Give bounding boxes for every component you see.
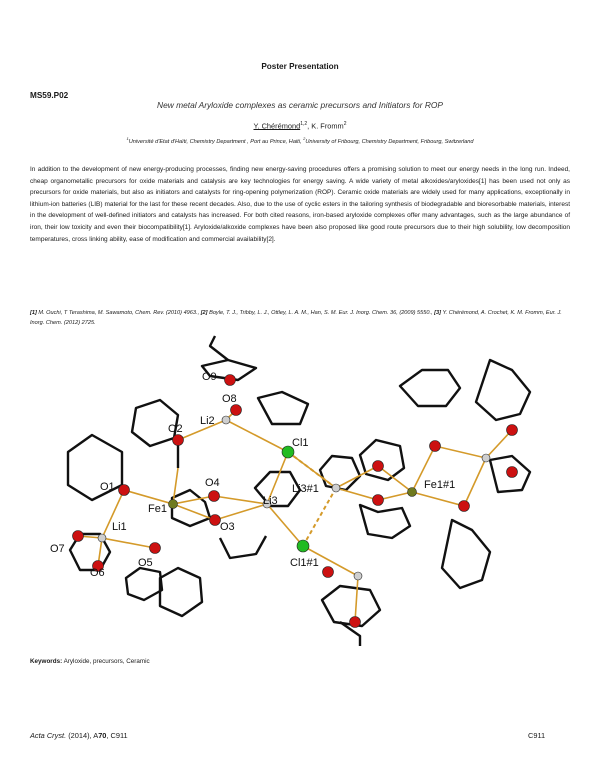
atom-li-right [482, 454, 490, 462]
dashed-interactions [288, 452, 336, 546]
label-o6: O6 [90, 567, 105, 579]
author-list [0, 121, 600, 130]
ring-o9 [210, 336, 228, 360]
ring-o4 [172, 490, 210, 526]
atom-o-r7 [350, 617, 361, 628]
label-cl1a: Cl1#1 [290, 557, 319, 569]
bond-fe1a [412, 446, 486, 506]
ref-3-text: Y. Chérémond, A. Crochet, K. M. Fromm, Eur. J. Inorg. Chem. (2012) 2725. [30, 310, 562, 326]
ring-li3a-top [360, 440, 404, 480]
atom-fe1a [408, 488, 417, 497]
ring-o8 [258, 392, 308, 424]
label-o2: O2 [168, 423, 183, 435]
atom-cl1a [297, 540, 309, 552]
atom-li2 [222, 416, 230, 424]
footer-journal: Acta Cryst. [30, 731, 67, 740]
label-li1: Li1 [112, 521, 127, 533]
atom-li1 [98, 534, 106, 542]
paper-title: New metal Aryloxide complexes as ceramic precursors and Initiators for ROP [157, 100, 443, 110]
ring-o3 [220, 536, 266, 558]
label-fe1: Fe1 [148, 503, 167, 515]
bond-li3-cl1a [267, 504, 303, 546]
atoms [73, 375, 518, 628]
bond-o1-li1-o5 [102, 490, 155, 548]
atom-o-r8 [323, 567, 334, 578]
atom-o-r4 [459, 501, 470, 512]
keywords-text: Aryloxide, precursors, Ceramic [62, 658, 150, 665]
atom-fe1 [169, 500, 178, 509]
footer-page: , C911 [106, 731, 128, 740]
affiliation-2-mark: 2 [303, 136, 306, 141]
keywords-label: Keywords: [30, 658, 63, 665]
atom-o-r2 [373, 495, 384, 506]
affiliation-1: Université d'Etat d'Haïti, Chemistry Department , Port au Prince, Haiti, [128, 138, 304, 145]
coauthor: K. Fromm [311, 121, 344, 131]
coauthor-affiliation-mark: 2 [343, 121, 347, 127]
ring-li3a-bottom [360, 505, 410, 538]
abstract-body: In addition to the development of new energy-producing processes, finding new energy-saving procedures offers a promising solution to meet our energy needs in the long run. Indeed, cheap organometallic precursors for oxide materials and catalysis are key technologies for energy saving. A wide variety of metal alkoxides/aryloxides[1] has been used not only as precursors for oxide materials, but also as initiators and catalysts for ring-opening polymerization (ROP). Ceramic oxide materials are widely used for many applications, exceptionally in lithium-ion batteries (LIB) material for the last for these recent decades. Also, due to the use of cyclic esters in the tailoring synthesis of biodegradable and bioresorbable materials, interest in the development of well-defined initiators and catalysts has increased. For both cited reasons, iron-based aryloxide complexes offer many advantages, such as the large abundance of iron, their low toxicity and even their biocompatibility[1]. Aryloxide/alkoxide complexes have been also proposed like good route precursors due to their high solubility, low decomposition temperatures, cross linking ability, ease of modification and commercial availability[2]. [30, 166, 570, 243]
label-o4: O4 [205, 477, 220, 489]
label-o7: O7 [50, 543, 65, 555]
label-li2: Li2 [200, 415, 215, 427]
ref-1-text: M. Ouchi, T Terashima, M. Sawamoto, Chem. Rev. (2010) 4963., [36, 310, 201, 316]
footer-year: (2014), A [66, 731, 99, 740]
ring-o5 [160, 568, 202, 616]
footer-citation [30, 731, 128, 740]
footer-page-number: C911 [528, 731, 546, 740]
atom-o-r3 [430, 441, 441, 452]
footer-volume: 70 [98, 731, 107, 740]
ref-3-number: [3] [434, 310, 442, 316]
atom-o1 [119, 485, 130, 496]
abstract-code: MS59.P02 [30, 91, 69, 100]
atom-o4 [209, 491, 220, 502]
label-o1: O1 [100, 481, 115, 493]
atom-o5 [150, 543, 161, 554]
label-o9: O9 [202, 371, 217, 383]
atom-li3a [332, 484, 340, 492]
label-o5: O5 [138, 557, 153, 569]
atom-o2 [173, 435, 184, 446]
dash-cl1a-li3a [303, 488, 336, 546]
ring-cl1 [320, 456, 360, 490]
label-li3: Li3 [263, 495, 278, 507]
label-fe1a: Fe1#1 [424, 479, 456, 491]
molecular-structure-figure [50, 340, 550, 650]
atom-o-r5 [507, 425, 518, 436]
presenting-author: Y. Chérémond [253, 121, 301, 131]
references [30, 309, 570, 328]
atom-o9 [225, 375, 236, 386]
ring-right-top [400, 370, 460, 406]
affiliation-2: University of Fribourg, Chemistry Department, Fribourg, Switzerland [305, 138, 474, 145]
atom-o-r6 [507, 467, 518, 478]
ring-right-bottom [442, 520, 490, 588]
presenter-affiliation-mark: 1,2 [300, 121, 308, 127]
atom-o-r1 [373, 461, 384, 472]
atom-li-bottom [354, 572, 362, 580]
atom-o7 [73, 531, 84, 542]
ref-2-number: [2] [200, 310, 208, 316]
ref-2-text: Boyle, T. J., Tribby, L. J., Ottley, L. A. M., Han, S. M. Eur. J. Inorg. Chem. 36, (2009) 5550., [207, 310, 435, 316]
ring-o6 [126, 568, 162, 600]
section-header: Poster Presentation [261, 62, 339, 71]
affiliations [30, 136, 570, 145]
atom-o3 [210, 515, 221, 526]
affiliation-1-mark: 1 [126, 136, 129, 141]
label-li3a: Li3#1 [292, 483, 319, 495]
author-separator: , [307, 121, 312, 131]
bond-o4-li3-o3 [214, 496, 267, 520]
label-cl1: Cl1 [292, 437, 309, 449]
label-o8: O8 [222, 393, 237, 405]
atom-o8 [231, 405, 242, 416]
ref-1-number: [1] [30, 310, 37, 316]
ring-right-top2 [476, 360, 530, 420]
label-o3: O3 [220, 521, 235, 533]
keywords [30, 658, 150, 665]
